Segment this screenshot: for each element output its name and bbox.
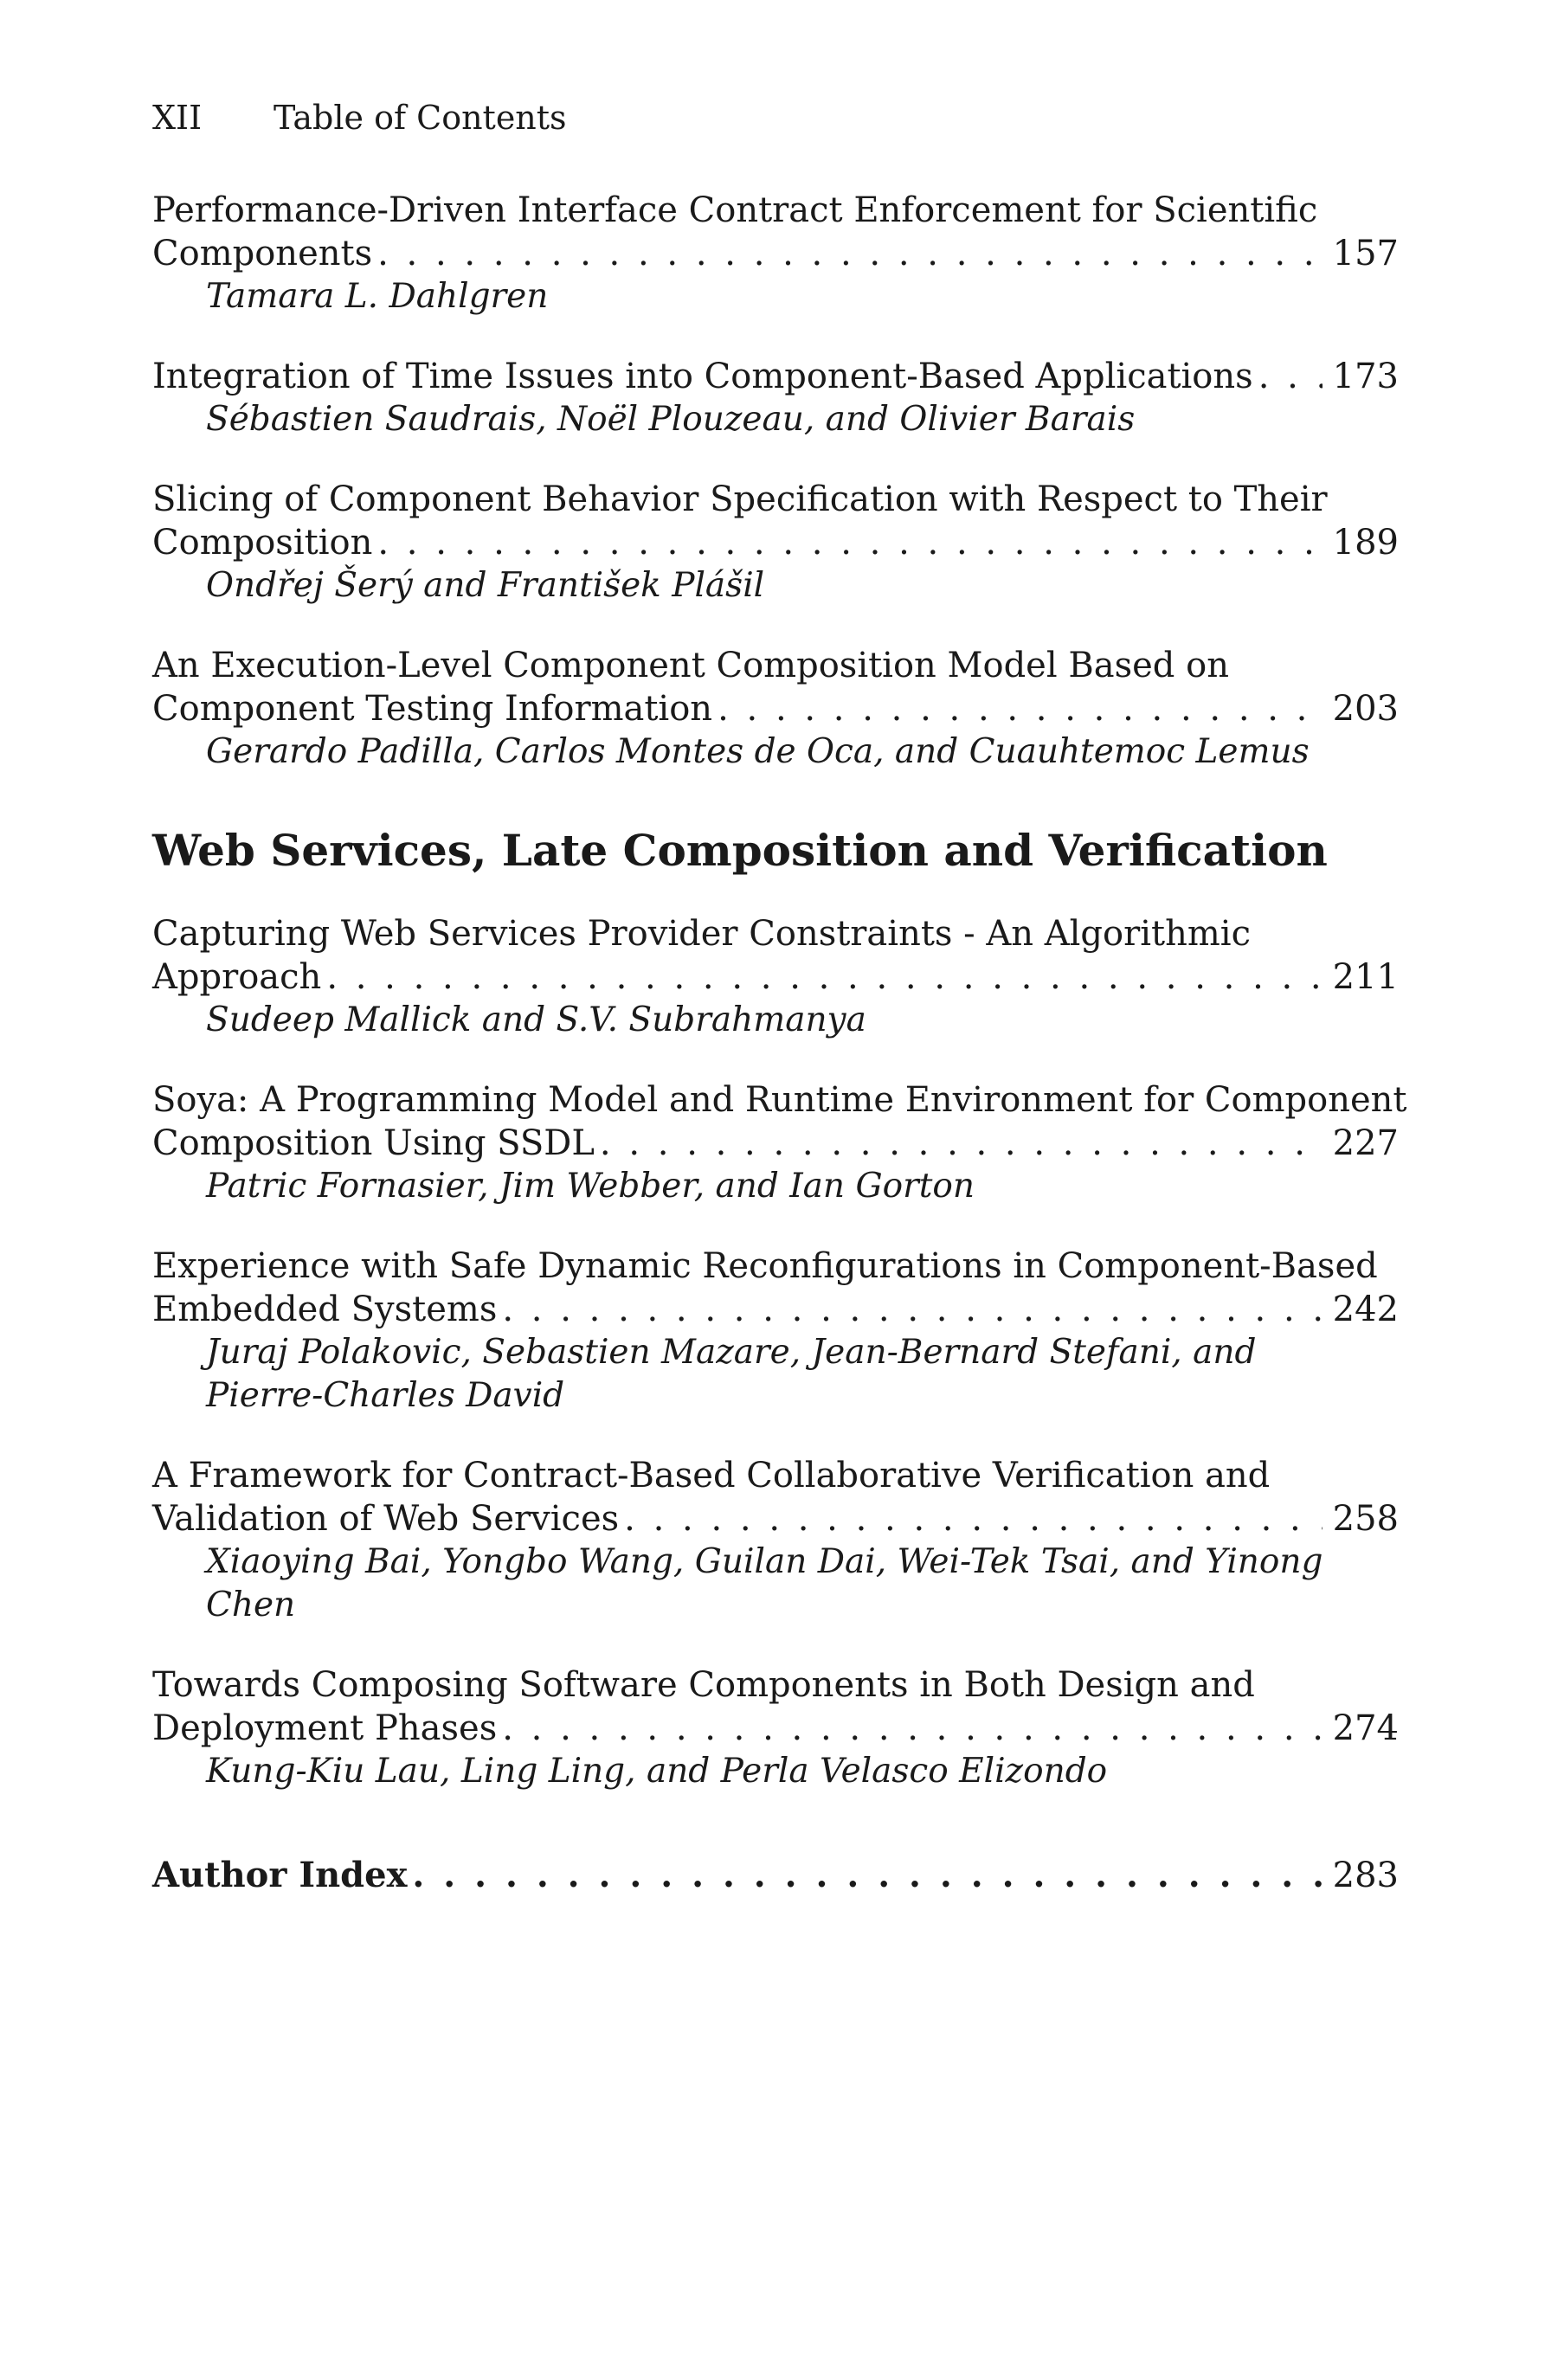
entry-title-line: Towards Composing Software Components in Both Design and <box>152 1665 1255 1705</box>
entry-authors: Patric Fornasier, Jim Webber, and Ian Gorton <box>206 1167 975 1206</box>
entry-page-number: 173 <box>1332 357 1399 396</box>
entry-authors: Juraj Polakovic, Sebastien Mazare, Jean-Bernard Stefani, and Pierre-Charles David <box>206 1333 1257 1415</box>
entry-page-number: 242 <box>1332 1290 1399 1329</box>
leader-dots <box>1258 355 1323 398</box>
section-title: Web Services, Late Composition and Verification <box>152 825 1328 876</box>
toc-entry[interactable] <box>152 644 1399 774</box>
toc-entry[interactable] <box>152 912 1399 1042</box>
entry-title-leader-line <box>152 1122 1399 1165</box>
entry-title-leader-line <box>152 1707 1399 1750</box>
toc-group-components <box>152 189 1399 774</box>
entry-title-line: Capturing Web Services Provider Constraints - An Algorithmic <box>152 914 1251 954</box>
entry-title-end: Deployment Phases <box>152 1708 498 1748</box>
toc-entry[interactable] <box>152 1663 1399 1793</box>
toc-group-web-services <box>152 912 1407 1793</box>
leader-dots <box>377 232 1323 275</box>
running-head <box>152 97 567 138</box>
entry-title-end: Approach <box>152 957 322 997</box>
entry-title-end: Integration of Time Issues into Component-Based Applications <box>152 357 1253 396</box>
entry-page-number: 227 <box>1332 1123 1399 1163</box>
entry-page-number: 258 <box>1332 1499 1399 1539</box>
entry-page-number: 211 <box>1332 957 1399 997</box>
entry-title-leader-line <box>152 1288 1399 1331</box>
leader-dots <box>624 1497 1323 1541</box>
entry-title-end: Composition <box>152 523 373 563</box>
table-of-contents <box>152 189 1407 1897</box>
entry-title-leader-line <box>152 955 1399 999</box>
leader-dots <box>377 521 1323 564</box>
entry-authors: Gerardo Padilla, Carlos Montes de Oca, and Cuauhtemoc Lemus <box>206 732 1310 771</box>
entry-authors: Sudeep Mallick and S.V. Subrahmanya <box>206 1000 866 1039</box>
leader-dots <box>718 687 1323 730</box>
entry-title-leader-line <box>152 687 1399 730</box>
entry-title-end: Components <box>152 234 373 273</box>
running-head-title: Table of Contents <box>274 99 567 137</box>
entry-title-line: An Execution-Level Component Composition Model Based on <box>152 646 1229 685</box>
leader-dots <box>502 1288 1323 1331</box>
author-index-page: 283 <box>1332 1856 1399 1895</box>
entry-title-leader-line <box>152 232 1399 275</box>
toc-entry[interactable] <box>152 1078 1407 1208</box>
toc-entry[interactable] <box>152 355 1399 441</box>
entry-title-line: Soya: A Programming Model and Runtime Environment for Component <box>152 1080 1407 1120</box>
entry-title-end: Component Testing Information <box>152 689 713 729</box>
toc-entry[interactable] <box>152 1454 1399 1627</box>
leader-dots <box>600 1122 1323 1165</box>
entry-title-line: A Framework for Contract-Based Collaborative Verification and <box>152 1456 1271 1496</box>
entry-title-line: Slicing of Component Behavior Specification with Respect to Their <box>152 479 1328 519</box>
entry-title-leader-line <box>152 521 1399 564</box>
entry-title-line: Experience with Safe Dynamic Reconfigurations in Component-Based <box>152 1246 1378 1286</box>
entry-title-end: Composition Using SSDL <box>152 1123 595 1163</box>
toc-entry[interactable] <box>152 1245 1399 1418</box>
leader-dots <box>502 1707 1323 1750</box>
entry-authors: Kung-Kiu Lau, Ling Ling, and Perla Velasco Elizondo <box>206 1752 1108 1791</box>
entry-authors: Tamara L. Dahlgren <box>206 277 549 316</box>
toc-entry[interactable] <box>152 478 1399 608</box>
leader-dots <box>326 955 1323 999</box>
entry-title-end: Validation of Web Services <box>152 1499 620 1539</box>
author-index-label: Author Index <box>152 1855 408 1895</box>
entry-authors: Ondřej Šerý and František Plášil <box>206 566 765 605</box>
entry-title-line: Performance-Driven Interface Contract Enforcement for Scientific <box>152 190 1318 230</box>
entry-title-leader-line <box>152 1497 1399 1541</box>
entry-page-number: 203 <box>1332 689 1399 729</box>
entry-authors: Sébastien Saudrais, Noël Plouzeau, and Olivier Barais <box>206 400 1136 439</box>
entry-page-number: 157 <box>1332 234 1399 273</box>
entry-title-end: Embedded Systems <box>152 1290 498 1329</box>
leader-dots <box>412 1854 1323 1897</box>
entry-authors: Xiaoying Bai, Yongbo Wang, Guilan Dai, Wei-Tek Tsai, and Yinong Chen <box>206 1542 1323 1624</box>
toc-entry[interactable] <box>152 189 1399 318</box>
page-folio: XII <box>152 99 203 137</box>
author-index-entry[interactable] <box>152 1854 1399 1897</box>
entry-page-number: 189 <box>1332 523 1399 563</box>
entry-title-leader-line <box>152 355 1399 398</box>
entry-page-number: 274 <box>1332 1708 1399 1748</box>
